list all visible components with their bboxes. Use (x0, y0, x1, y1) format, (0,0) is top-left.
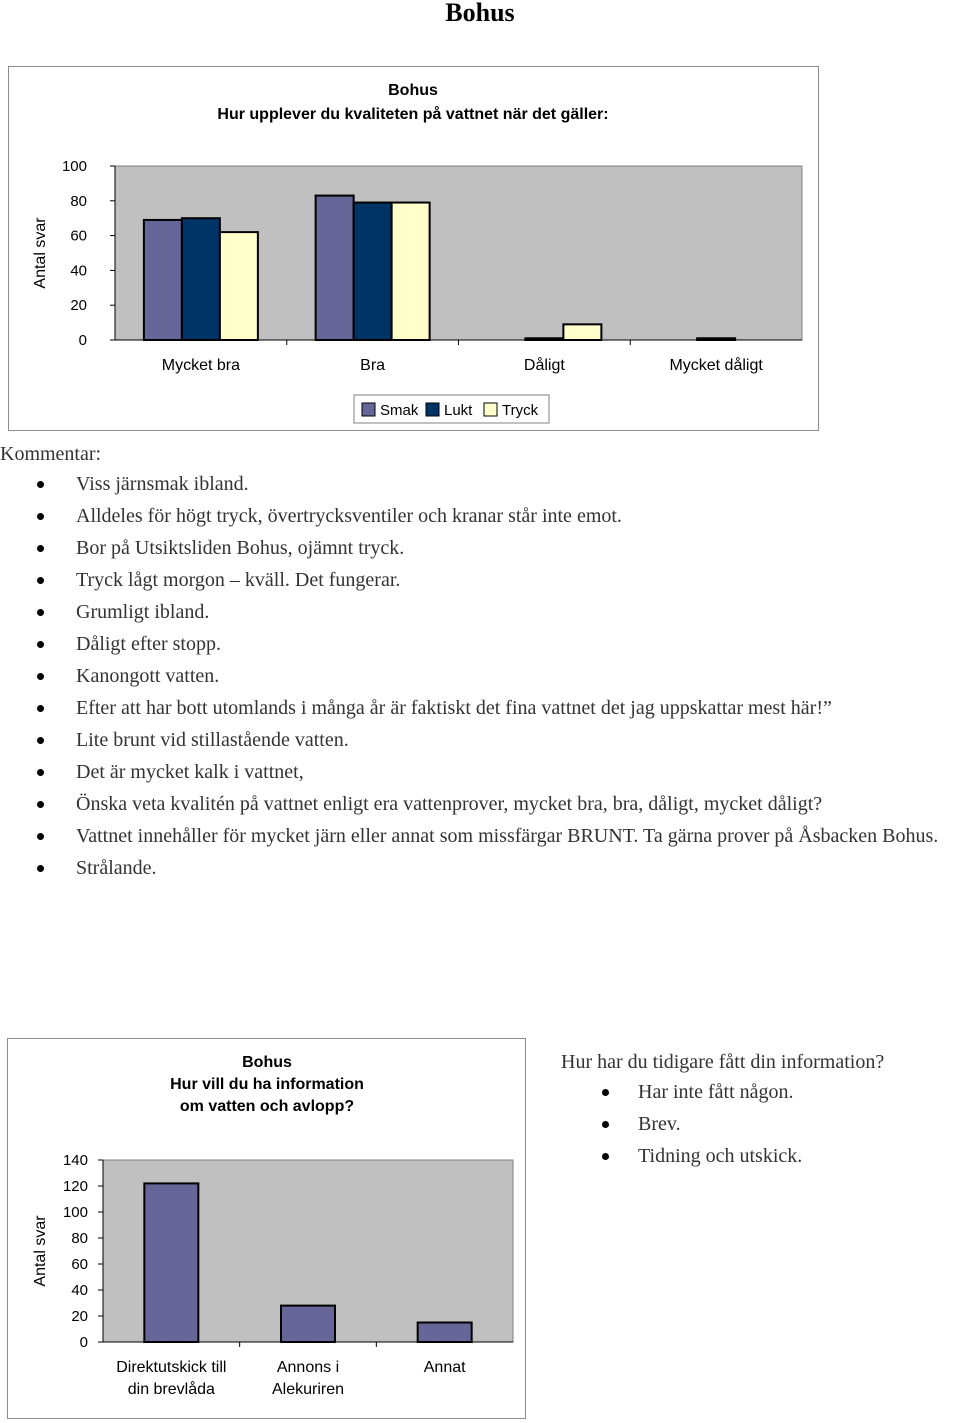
comment-item (0, 534, 960, 562)
y-tick-label: 60 (71, 1256, 88, 1273)
info-channel-chart (7, 1038, 526, 1419)
bullet-icon (37, 673, 44, 680)
x-tick-label: din brevlåda (127, 1381, 215, 1398)
chart-title: Bohus (388, 82, 438, 99)
legend-label: Tryck (502, 402, 539, 419)
comments-heading: Kommentar: (0, 443, 102, 465)
legend-swatch (426, 403, 439, 416)
y-tick-label: 40 (70, 262, 87, 280)
info-list (561, 1078, 960, 1170)
y-tick-label: 80 (70, 192, 87, 210)
info-text: Brev. (638, 1113, 681, 1135)
chart-subtitle-line: om vatten och avlopp? (179, 1098, 355, 1115)
quality-chart-svg (9, 67, 818, 430)
legend-label: Lukt (444, 402, 473, 419)
legend-label: Smak (380, 402, 419, 419)
info-section (561, 1048, 960, 1174)
y-tick-label: 60 (70, 227, 87, 245)
comment-text: Efter att har bott utomlands i många år är faktiskt det fina vattnet det jag uppskattar mest här!” (76, 697, 832, 719)
chart-legend (354, 395, 549, 423)
comments-section (0, 440, 960, 886)
comment-item (0, 630, 960, 658)
y-axis-label: Antal svar (32, 217, 49, 289)
y-tick-label: 80 (71, 1230, 88, 1247)
bullet-icon (602, 1153, 609, 1160)
comment-item (0, 566, 960, 594)
comment-text: Strålande. (76, 857, 157, 879)
comment-item (0, 790, 960, 818)
chart-title: Bohus (242, 1054, 292, 1071)
bar-tryck (392, 203, 430, 340)
x-tick-label: Annat (423, 1359, 466, 1376)
bullet-icon (37, 801, 44, 808)
bar-lukt (354, 203, 392, 340)
chart-subtitle: Hur upplever du kvaliteten på vattnet när det gäller: (217, 106, 609, 123)
legend-swatch (362, 403, 375, 416)
info-heading: Hur har du tidigare fått din information? (561, 1051, 885, 1073)
y-tick-label: 0 (78, 332, 87, 349)
x-tick-label: Bra (360, 357, 386, 374)
y-tick-label: 0 (79, 1334, 88, 1351)
bullet-icon (37, 481, 44, 488)
bullet-icon (37, 577, 44, 584)
comment-text: Dåligt efter stopp. (76, 633, 221, 655)
x-tick-label: Mycket bra (161, 357, 240, 374)
y-axis-label: Antal svar (32, 1215, 49, 1287)
chart-subtitle-line: Hur vill du ha information (170, 1076, 364, 1093)
info-channel-chart-svg (8, 1039, 525, 1418)
quality-chart (8, 66, 819, 431)
comment-text: Bor på Utsiktsliden Bohus, ojämnt tryck. (76, 537, 405, 559)
y-tick-label: 140 (62, 1152, 88, 1169)
x-tick-label: Alekuriren (271, 1381, 345, 1398)
y-tick-label: 100 (61, 158, 87, 175)
x-tick-label: Mycket dåligt (669, 357, 763, 374)
info-item (561, 1142, 960, 1170)
bullet-icon (37, 545, 44, 552)
bullet-icon (37, 833, 44, 840)
comment-text: Tryck lågt morgon – kväll. Det fungerar. (76, 569, 401, 591)
bar-smak (144, 220, 182, 340)
comment-text: Vattnet innehåller för mycket järn eller annat som missfärgar BRUNT. Ta gärna prover på Åsbacken Bohus. (76, 825, 939, 847)
bar (281, 1306, 335, 1342)
comment-text: Kanongott vatten. (76, 665, 220, 687)
bar-lukt (182, 218, 220, 340)
x-tick-label: Direktutskick till (116, 1359, 227, 1376)
comment-text: Alldeles för högt tryck, övertrycksventiler och kranar står inte emot. (76, 505, 622, 527)
bar-smak (316, 196, 354, 340)
comment-text: Viss järnsmak ibland. (76, 473, 249, 495)
bullet-icon (37, 641, 44, 648)
bullet-icon (37, 705, 44, 712)
y-tick-label: 120 (62, 1178, 88, 1195)
info-text: Har inte fått någon. (638, 1081, 794, 1103)
y-tick-label: 100 (62, 1204, 88, 1221)
y-tick-label: 20 (71, 1308, 88, 1325)
bullet-icon (37, 513, 44, 520)
y-tick-label: 20 (70, 297, 87, 315)
comment-item (0, 822, 960, 850)
bar (418, 1323, 472, 1343)
x-tick-label: Annons i (276, 1359, 340, 1376)
bullet-icon (37, 865, 44, 872)
x-tick-label: Dåligt (523, 357, 565, 374)
comment-item (0, 662, 960, 690)
bar-tryck (563, 324, 601, 340)
comment-item (0, 470, 960, 498)
info-item (561, 1110, 960, 1138)
page-title: Bohus (445, 0, 515, 27)
comments-list (0, 470, 960, 882)
bar-tryck (220, 232, 258, 340)
bar (144, 1183, 198, 1342)
comment-item (0, 598, 960, 626)
bullet-icon (602, 1089, 609, 1096)
comment-item (0, 854, 960, 882)
comment-text: Grumligt ibland. (76, 601, 210, 623)
info-item (561, 1078, 960, 1106)
bullet-icon (37, 737, 44, 744)
comment-text: Önska veta kvalitén på vattnet enligt era vattenprover, mycket bra, bra, dåligt, mycket dåligt? (76, 793, 823, 815)
comment-text: Lite brunt vid stillastående vatten. (76, 729, 349, 751)
info-text: Tidning och utskick. (638, 1145, 803, 1167)
comment-item (0, 694, 960, 722)
bullet-icon (37, 769, 44, 776)
comment-item (0, 726, 960, 754)
bar-lukt (697, 338, 735, 340)
legend-swatch (484, 403, 497, 416)
bullet-icon (37, 609, 44, 616)
y-tick-label: 40 (71, 1282, 88, 1299)
bar-lukt (525, 338, 563, 340)
comment-item (0, 502, 960, 530)
comment-text: Det är mycket kalk i vattnet, (76, 761, 304, 783)
comment-item (0, 758, 960, 786)
bullet-icon (602, 1121, 609, 1128)
